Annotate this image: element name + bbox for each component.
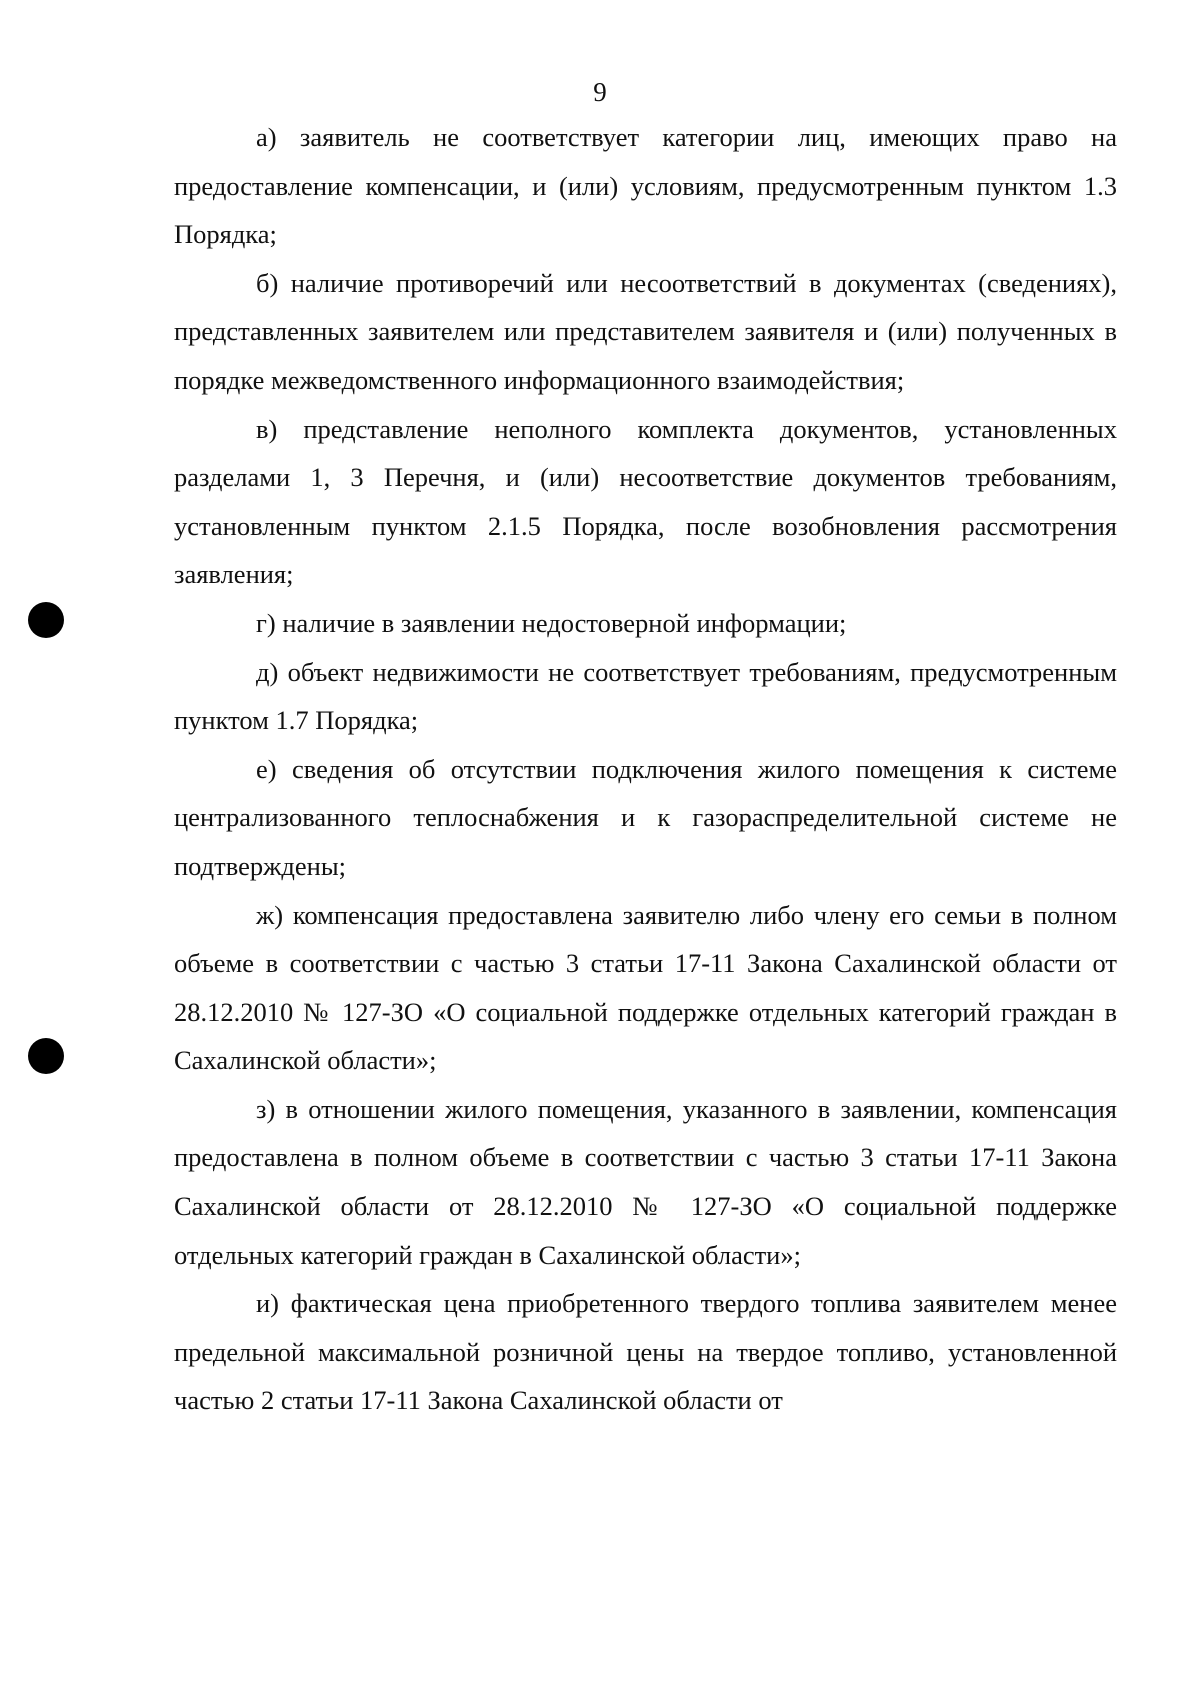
- paragraph-v: в) представление неполного комплекта документов, установленных разделами 1, 3 Перечня, и (или) несоответствие документов требованиям, установленным пунктом 2.1.5 Порядка, после возобновления рассмотрения заявления;: [174, 413, 1117, 590]
- paragraph-e: е) сведения об отсутствии подключения жилого помещения к системе централизованного теплоснабжения и к газораспределительной системе не подтверждены;: [174, 753, 1117, 881]
- paragraph-b: б) наличие противоречий или несоответствий в документах (сведениях), представленных заявителем или представителем заявителя и (или) полученных в порядке межведомственного информационного взаимодействия;: [174, 267, 1117, 395]
- paragraph-g: г) наличие в заявлении недостоверной информации;: [256, 607, 847, 638]
- binder-hole-mark: [28, 602, 64, 638]
- document-body: [174, 113, 1117, 1425]
- paragraph-d: д) объект недвижимости не соответствует требованиям, предусмотренным пунктом 1.7 Порядка;: [174, 656, 1117, 736]
- binder-hole-mark: [28, 1038, 64, 1074]
- paragraph-a: а) заявитель не соответствует категории лиц, имеющих право на предоставление компенсации, и (или) условиям, предусмотренным пунктом 1.3 Порядка;: [174, 122, 1117, 250]
- paragraph-z: з) в отношении жилого помещения, указанного в заявлении, компенсация предоставлена в полном объеме в соответствии с частью 3 статьи 17-11 Закона Сахалинской области от 28.12.2010 № 127-ЗО «О социальной поддержке отдельных категорий граждан в Сахалинской области»;: [174, 1093, 1117, 1270]
- page-number: 9: [593, 77, 607, 107]
- paragraph-zh: ж) компенсация предоставлена заявителю либо члену его семьи в полном объеме в соответствии с частью 3 статьи 17-11 Закона Сахалинской области от 28.12.2010 № 127-ЗО «О социальной поддержке отдельных категорий граждан в Сахалинской области»;: [174, 899, 1117, 1076]
- paragraph-i: и) фактическая цена приобретенного твердого топлива заявителем менее предельной максимальной розничной цены на твердое топливо, установленной частью 2 статьи 17-11 Закона Сахалинской области от: [174, 1288, 1117, 1416]
